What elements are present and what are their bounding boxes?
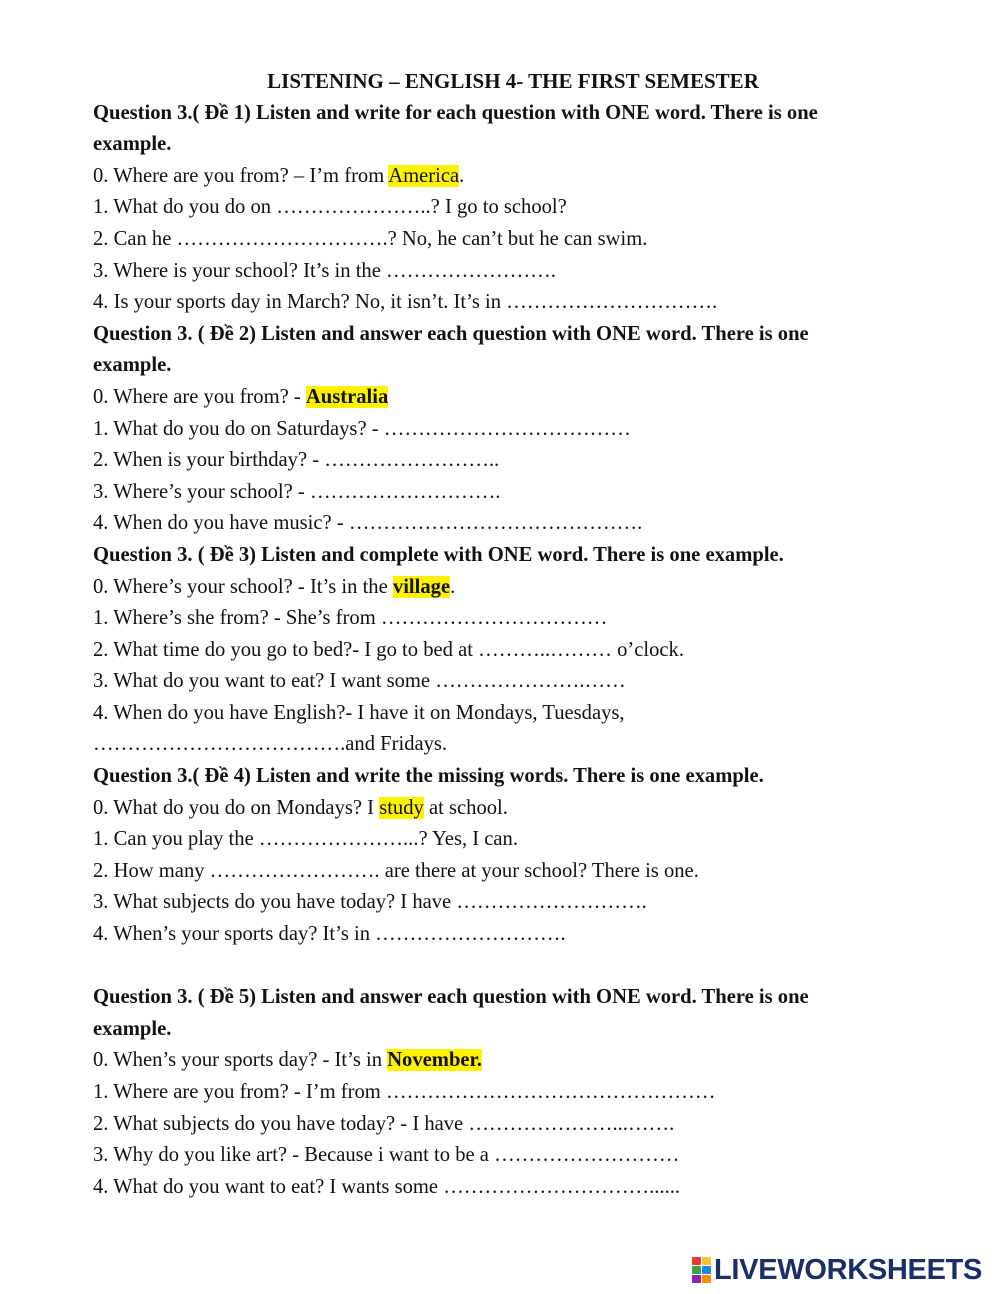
example-line: 0. Where are you from? – I’m from America. [93, 164, 465, 187]
example-line: 0. When’s your sports day? - It’s in November. [93, 1049, 482, 1072]
question-item: 1. Where are you from? - I’m from ………………………………………… [93, 1081, 716, 1103]
question-item: 4. When do you have English?- I have it on Mondays, Tuesdays, [93, 701, 625, 724]
question-item: 2. What time do you go to bed?- I go to bed at ………..……… o’clock. [93, 638, 685, 661]
question-item: 1. What do you do on Saturdays? - ……………………………… [93, 417, 631, 440]
page-title: LISTENING – ENGLISH 4- THE FIRST SEMESTER [267, 69, 759, 93]
question-heading: Question 3. ( Đề 2) Listen and answer each question with ONE word. There is one [93, 322, 809, 345]
liveworksheets-logo-icon [692, 1257, 711, 1283]
logo-block [702, 1257, 711, 1265]
question-heading-cont: example. [93, 1017, 172, 1040]
question-section-4 [93, 761, 923, 951]
question-item: 3. Where is your school? It’s in the ……………………. [93, 259, 556, 282]
question-item: 1. What do you do on …………………..? I go to school? [93, 196, 567, 219]
logo-block [692, 1266, 701, 1274]
question-item: 3. Why do you like art? - Because i want to be a ……………………… [93, 1144, 680, 1167]
question-heading: Question 3.( Đề 4) Listen and write the missing words. There is one example. [93, 765, 764, 788]
liveworksheets-logo[interactable] [692, 1255, 982, 1285]
example-line: 0. Where are you from? - Australia [93, 385, 389, 408]
liveworksheets-logo-text: LIVEWORKSHEETS [714, 1253, 983, 1286]
example-line: 0. Where’s your school? - It’s in the village. [93, 575, 456, 598]
question-heading: Question 3. ( Đề 3) Listen and complete with ONE word. There is one example. [93, 543, 784, 566]
question-item: 2. How many ……………………. are there at your school? There is one. [93, 859, 699, 882]
example-answer: Australia [305, 385, 389, 408]
example-answer: study [379, 796, 424, 819]
example-answer: village [392, 575, 451, 598]
question-item-cont: ……………………………….and Fridays. [93, 733, 448, 756]
example-answer: America [388, 164, 460, 187]
logo-block [702, 1275, 711, 1283]
question-heading-cont: example. [93, 354, 172, 377]
question-section-2 [93, 319, 923, 540]
question-item: 2. When is your birthday? - …………………….. [93, 449, 500, 472]
question-item: 3. What do you want to eat? I want some ………………….…… [93, 670, 626, 693]
question-heading: Question 3. ( Đề 5) Listen and answer each question with ONE word. There is one [93, 986, 809, 1009]
question-item: 4. Is your sports day in March? No, it isn’t. It’s in …………………………. [93, 291, 718, 314]
question-item: 1. Can you play the …………………...? Yes, I can. [93, 828, 518, 851]
question-item: 4. When do you have music? - ……………………………………. [93, 512, 643, 535]
question-item: 4. When’s your sports day? It’s in ………………………. [93, 923, 566, 946]
logo-block [692, 1257, 701, 1265]
question-item: 3. What subjects do you have today? I have ………………………. [93, 891, 647, 914]
question-item: 2. What subjects do you have today? - I have …………………...……. [93, 1112, 675, 1135]
spacer [93, 951, 923, 983]
question-item: 2. Can he ………………………….? No, he can’t but he can swim. [93, 227, 648, 250]
example-answer: November. [387, 1049, 482, 1072]
question-item: 4. What do you want to eat? I wants some …………………………...... [93, 1175, 681, 1198]
example-line: 0. What do you do on Mondays? I study at school. [93, 796, 508, 819]
question-heading: Question 3.( Đề 1) Listen and write for each question with ONE word. There is one [93, 101, 818, 124]
question-item: 1. Where’s she from? - She’s from …………………………… [93, 607, 608, 630]
question-heading-cont: example. [93, 133, 172, 156]
logo-block [702, 1266, 711, 1274]
question-section-3 [93, 540, 923, 761]
worksheet-page [93, 66, 923, 1203]
logo-block [692, 1275, 701, 1283]
question-section-1 [93, 98, 923, 319]
question-item: 3. Where’s your school? - ………………………. [93, 480, 501, 503]
question-section-5 [93, 982, 923, 1203]
